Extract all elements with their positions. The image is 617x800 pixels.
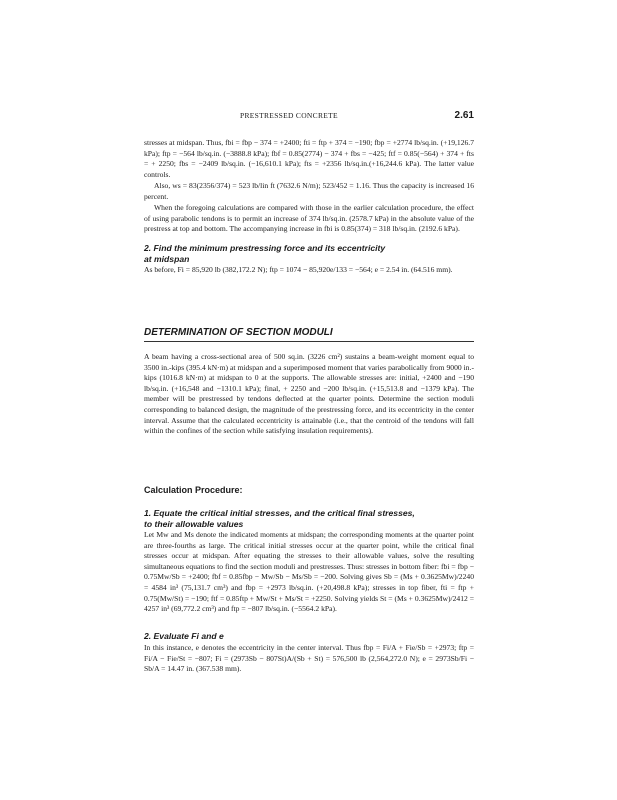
comparison-paragraph: When the foregoing calculations are compared with those in the earlier calculation procedure, the effect of using parabolic tendons is to permit an increase of 374 lb/sq.in. (2578.7 kPa) in the absolute value of the prestress at top and bottom. The accompanying increase in fbi is 0.85(374) = 318 lb/sq.in. (2192.6 kPa). [144, 203, 474, 234]
page-header [144, 111, 474, 125]
step-1-heading [144, 508, 474, 529]
section-title: DETERMINATION OF SECTION MODULI [144, 327, 333, 338]
problem-statement: A beam having a cross-sectional area of 500 sq.in. (3226 cm²) sustains a beam-weight moment equal to 3500 in.-kips (395.4 kN·m) at midspan and a superimposed moment that varies parabolically from 9000 in.-kips (1016.8 kN·m) at midspan to 0 at the supports. The allowable stresses are: initial, +2400 and −190 lb/sq.in. (+16,548 and −1310.1 kPa); final, + 2250 and −200 lb/sq.in. (+15,513.8 and −1379 kPa). The member will be prestressed by tendons deflected at the quarter points. Determine the section moduli corresponding to balanced design, the magnitude of the prestressing force, and its eccentricity in the center interval. Assume that the calculated eccentricity is attainable (i.e., that the centroid of the tendons will fall within the confines of the section while satisfying insulation requirements). [144, 352, 474, 436]
step-2-heading: 2. Evaluate Fi and e [144, 631, 224, 641]
capacity-paragraph: Also, ws = 83(2356/374) = 523 lb/lin ft (7632.6 N/m); 523/452 = 1.16. Thus the capacity is increased 16 percent. [144, 181, 474, 201]
step-2-heading-line-1: 2. Find the minimum prestressing force and its eccentricity [144, 243, 386, 253]
step-1-heading-line-1: 1. Equate the critical initial stresses, and the critical final stresses, [144, 508, 415, 518]
page-number: 2.61 [454, 110, 474, 121]
step-2-text-prior: As before, Fi = 85,920 lb (382,172.2 N); ftp = 1074 − 85,920e/133 = −564; e = 2.54 in. (64.516 mm). [144, 265, 453, 274]
section-rule [144, 341, 474, 342]
step-1-heading-line-2: to their allowable values [144, 518, 244, 529]
step-2-heading-prior [144, 243, 474, 264]
step-1-text: Let Mw and Ms denote the indicated moments at midspan; the corresponding moments at the quarter point are three-fourths as large. The critical initial stresses occur at the quarter point, while the critical final stresses occur at midspan. After equating the stresses to their allowable values, solve the resulting simultaneous equations to find the section moduli and prestresses. Thus: stresses in bottom fiber: fbi = fbp − 0.75Mw/Sb = +2400; fbf = 0.85fbp − Mw/Sb − Ms/Sb = −200. Solving gives Sb = (Ms + 0.3625Mw)/2240 = 4584 in³ (75,131.7 cm³) and fbp = +2973 lb/sq.in. (+20,498.8 kPa); stresses in top fiber, fti = ftp + 0.75(Mw/St) = −190; ftf = 0.85ftp + Mw/St + Ms/St = +2250. Solving yields St = (Ms + 0.3625Mw)/2412 = 4257 in³ (69,772.2 cm³) and ftp = −807 lb/sq.in. (−5564.2 kPa). [144, 530, 474, 614]
step-2-text: In this instance, e denotes the eccentricity in the center interval. Thus fbp = Fi/A + Fie/Sb = +2973; ftp = Fi/A − Fie/St = −807; Fi = (2973Sb − 807St)A/(Sb + St) = 576,500 lb (2,564,272.0 N); e = 2973Sb/Fi − Sb/A = 14.47 in. (367.538 mm). [144, 643, 474, 674]
continued-paragraph: stresses at midspan. Thus, fbi = fbp − 374 = +2400; fti = ftp + 374 = −190; fbp = +2774 lb/sq.in. (+19,126.7 kPa); ftp = −564 lb/sq.in. (−3888.8 kPa); fbf = 0.85(2774) − 374 + fbs = −425; ftf = 0.85(−564) + 374 + fts = + 2250; fbs = −2409 lb/sq.in. (−16,610.1 kPa); fts = +2356 lb/sq.in.(+16,244.6 kPa). The latter value controls. [144, 138, 474, 179]
step-2-heading-line-2: at midspan [144, 253, 190, 264]
calculation-procedure-heading: Calculation Procedure: [144, 485, 243, 495]
running-title: PRESTRESSED CONCRETE [240, 111, 338, 120]
